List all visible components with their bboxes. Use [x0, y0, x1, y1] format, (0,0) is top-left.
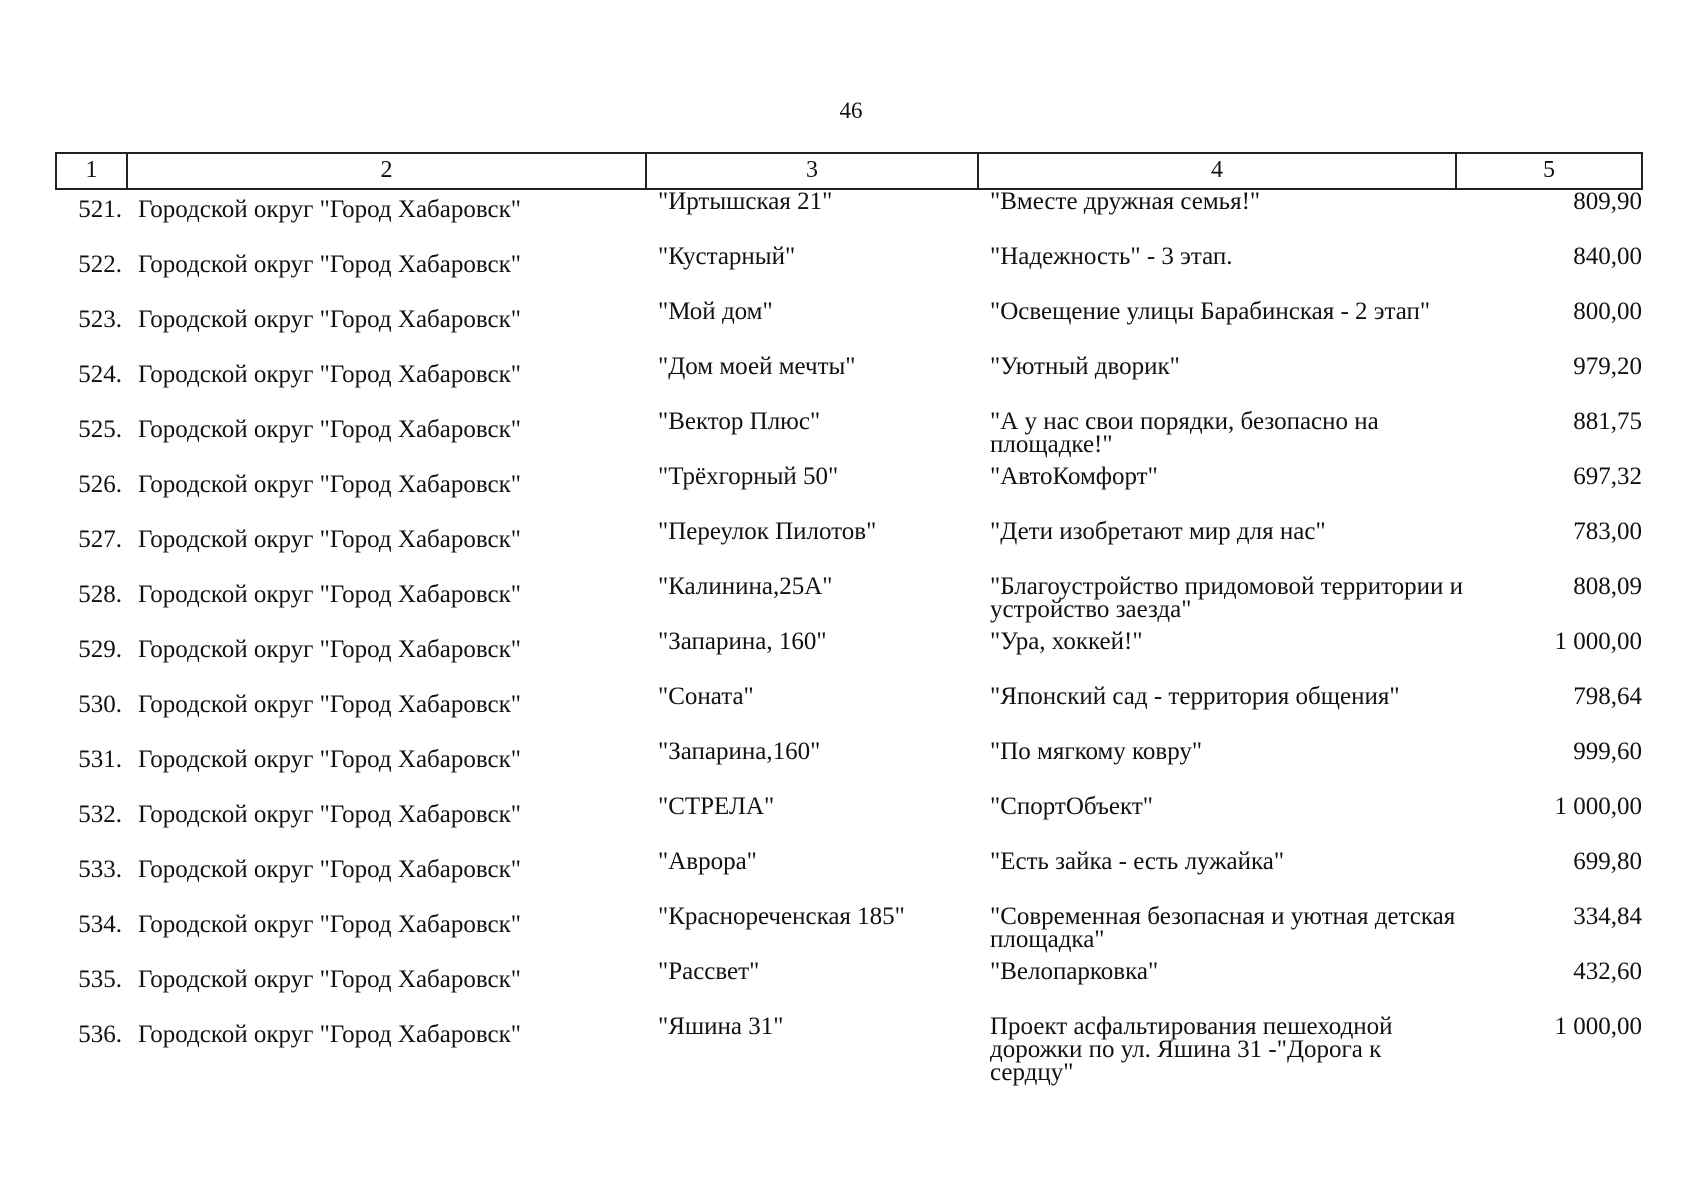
district-name: Городской округ "Город Хабаровск": [138, 526, 521, 553]
table-row: [0, 683, 1702, 737]
tos-name: "Вектор Плюс": [658, 408, 821, 435]
project-name: "Надежность" - 3 этап.: [990, 243, 1233, 270]
project-name: "Современная безопасная и уютная детская площадка": [990, 903, 1456, 953]
row-number: 525.: [78, 416, 122, 443]
table-row: [0, 353, 1702, 407]
project-name: "Японский сад - территория общения": [990, 683, 1400, 710]
tos-name: "Соната": [658, 683, 754, 710]
district-name: Городской округ "Город Хабаровск": [138, 856, 521, 883]
row-number: 529.: [78, 636, 122, 663]
district-name: Городской округ "Город Хабаровск": [138, 361, 521, 388]
amount: 798,64: [1573, 683, 1642, 710]
tos-name: "Дом моей мечты": [658, 353, 856, 380]
table-row: [0, 573, 1702, 627]
project-name: "А у нас свои порядки, безопасно на площадке!": [990, 408, 1379, 458]
row-number: 530.: [78, 691, 122, 718]
project-name: "Благоустройство придомовой территории и устройство заезда": [990, 573, 1464, 623]
row-number: 532.: [78, 801, 122, 828]
row-number: 535.: [78, 966, 122, 993]
project-name: "Ура, хоккей!": [990, 628, 1143, 655]
district-name: Городской округ "Город Хабаровск": [138, 251, 521, 278]
tos-name: "Яшина 31": [658, 1013, 784, 1040]
amount: 840,00: [1573, 243, 1642, 270]
amount: 999,60: [1573, 738, 1642, 765]
row-number: 522.: [78, 251, 122, 278]
table-row: [0, 408, 1702, 462]
amount: 783,00: [1573, 518, 1642, 545]
project-name: "Освещение улицы Барабинская - 2 этап": [990, 298, 1431, 325]
amount: 1 000,00: [1554, 628, 1642, 655]
tos-name: "Краснореченская 185": [658, 903, 905, 930]
amount: 334,84: [1573, 903, 1642, 930]
amount: 432,60: [1573, 958, 1642, 985]
row-number: 526.: [78, 471, 122, 498]
project-name: "Есть зайка - есть лужайка": [990, 848, 1285, 875]
tos-name: "Запарина,160": [658, 738, 821, 765]
row-number: 524.: [78, 361, 122, 388]
column-header-1: 1: [85, 156, 98, 183]
amount: 1 000,00: [1554, 1013, 1642, 1040]
amount: 697,32: [1573, 463, 1642, 490]
table-row: [0, 463, 1702, 517]
tos-name: "СТРЕЛА": [658, 793, 775, 820]
column-header-4: 4: [1211, 156, 1223, 183]
project-name: "Дети изобретают мир для нас": [990, 518, 1326, 545]
page-number: 46: [839, 98, 863, 123]
table-row: [0, 1013, 1702, 1086]
table-row: [0, 738, 1702, 792]
district-name: Городской округ "Город Хабаровск": [138, 1021, 521, 1048]
district-name: Городской округ "Город Хабаровск": [138, 966, 521, 993]
district-name: Городской округ "Город Хабаровск": [138, 416, 521, 443]
amount: 1 000,00: [1554, 793, 1642, 820]
tos-name: "Запарина, 160": [658, 628, 827, 655]
amount: 808,09: [1573, 573, 1642, 600]
project-name: "Вместе дружная семья!": [990, 188, 1261, 215]
project-name: Проект асфальтирования пешеходной дорожки по ул. Яшина 31 -"Дорога к сердцу": [990, 1013, 1393, 1086]
district-name: Городской округ "Город Хабаровск": [138, 636, 521, 663]
district-name: Городской округ "Город Хабаровск": [138, 306, 521, 333]
row-number: 527.: [78, 526, 122, 553]
project-name: "Уютный дворик": [990, 353, 1180, 380]
row-number: 523.: [78, 306, 122, 333]
tos-name: "Переулок Пилотов": [658, 518, 877, 545]
district-name: Городской округ "Город Хабаровск": [138, 471, 521, 498]
district-name: Городской округ "Город Хабаровск": [138, 691, 521, 718]
project-name: "СпортОбъект": [990, 793, 1153, 820]
tos-name: "Рассвет": [658, 958, 760, 985]
row-number: 531.: [78, 746, 122, 773]
row-number: 528.: [78, 581, 122, 608]
tos-name: "Кустарный": [658, 243, 796, 270]
table-row: [0, 958, 1702, 1012]
amount: 699,80: [1573, 848, 1642, 875]
district-name: Городской округ "Город Хабаровск": [138, 581, 521, 608]
amount: 979,20: [1573, 353, 1642, 380]
district-name: Городской округ "Город Хабаровск": [138, 746, 521, 773]
district-name: Городской округ "Город Хабаровск": [138, 911, 521, 938]
tos-name: "Мой дом": [658, 298, 773, 325]
district-name: Городской округ "Город Хабаровск": [138, 196, 521, 223]
tos-name: "Аврора": [658, 848, 757, 875]
column-header-3: 3: [806, 156, 818, 183]
table-row: [0, 243, 1702, 297]
table-row: [0, 793, 1702, 847]
amount: 809,90: [1573, 188, 1642, 215]
column-header-2: 2: [380, 156, 393, 183]
district-name: Городской округ "Город Хабаровск": [138, 801, 521, 828]
project-name: "По мягкому ковру": [990, 738, 1203, 765]
table-row: [0, 628, 1702, 682]
tos-name: "Трёхгорный 50": [658, 463, 839, 490]
table-row: [0, 848, 1702, 902]
row-number: 521.: [78, 196, 122, 223]
column-header-5: 5: [1543, 156, 1555, 183]
tos-name: "Иртышская 21": [658, 188, 833, 215]
project-name: "Велопарковка": [990, 958, 1159, 985]
row-number: 536.: [78, 1021, 122, 1048]
tos-name: "Калинина,25А": [658, 573, 833, 600]
amount: 881,75: [1573, 408, 1642, 435]
table-row: [0, 903, 1702, 957]
row-number: 533.: [78, 856, 122, 883]
table-row: [0, 518, 1702, 572]
amount: 800,00: [1573, 298, 1642, 325]
row-number: 534.: [78, 911, 122, 938]
table-row: [0, 188, 1702, 242]
table-row: [0, 298, 1702, 352]
project-name: "АвтоКомфорт": [990, 463, 1158, 490]
